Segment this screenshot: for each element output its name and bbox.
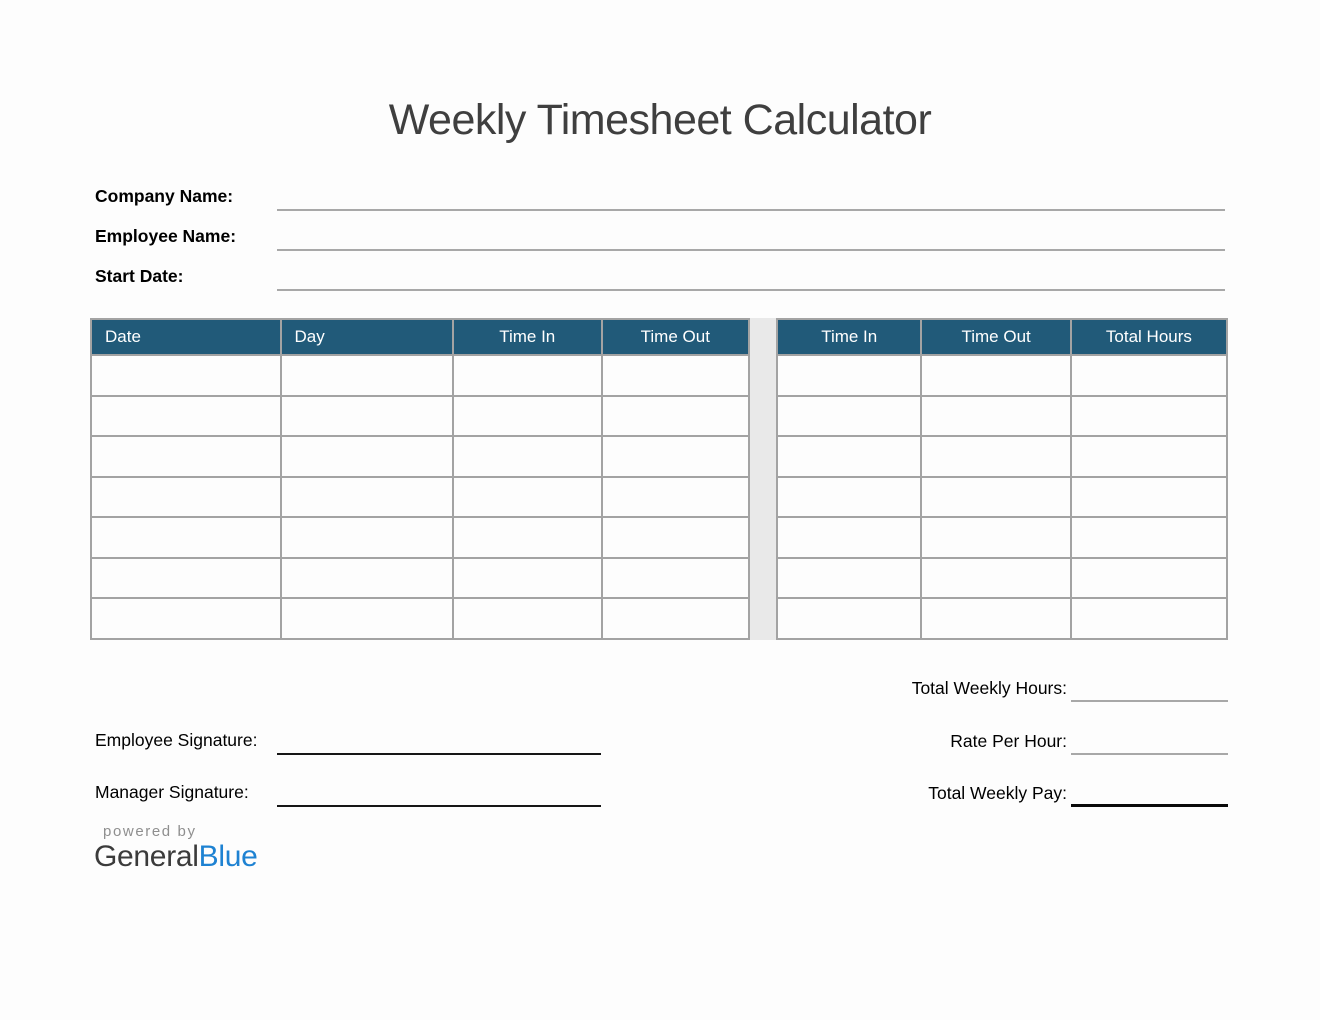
table-cell[interactable] [91,355,281,396]
table-cell[interactable] [91,558,281,599]
total-weekly-pay-label: Total Weekly Pay: [928,783,1067,803]
start-date-input-line[interactable] [277,289,1225,291]
powered-by-text: powered by [103,823,197,840]
table-cell[interactable] [1071,355,1227,396]
table-row [91,477,749,518]
table-cell[interactable] [453,598,602,639]
table-cell[interactable] [921,396,1070,437]
table-cell[interactable] [921,558,1070,599]
table-cell[interactable] [281,436,453,477]
timesheet-table-right [776,318,1228,640]
table-row [91,558,749,599]
brand-name-blue: Blue [198,840,258,873]
table-cell[interactable] [281,355,453,396]
table-cell[interactable] [91,598,281,639]
column-header: Time In [777,319,921,355]
table-cell[interactable] [1071,517,1227,558]
employee-name-label: Employee Name: [95,226,237,246]
table-row [777,558,1227,599]
column-header: Date [91,319,281,355]
table-row [777,436,1227,477]
table-cell[interactable] [1071,558,1227,599]
column-header: Time Out [921,319,1070,355]
company-name-label: Company Name: [95,186,234,206]
table-header-row [91,319,749,355]
manager-signature-line[interactable] [277,805,601,807]
timesheet-table-left [90,318,750,640]
table-cell[interactable] [453,517,602,558]
total-weekly-pay-input-line[interactable] [1071,804,1228,807]
table-cell[interactable] [281,517,453,558]
table-cell[interactable] [921,355,1070,396]
employee-signature-label: Employee Signature: [95,730,258,750]
table-row [91,355,749,396]
table-cell[interactable] [281,396,453,437]
table-header-row [777,319,1227,355]
table-cell[interactable] [921,477,1070,518]
table-cell[interactable] [453,558,602,599]
table-cell[interactable] [91,477,281,518]
table-cell[interactable] [602,598,749,639]
table-cell[interactable] [91,396,281,437]
table-row [777,598,1227,639]
column-header: Day [281,319,453,355]
tables-gap-strip [750,318,776,640]
table-cell[interactable] [453,396,602,437]
rate-per-hour-label: Rate Per Hour: [950,731,1067,751]
table-cell[interactable] [602,517,749,558]
table-row [777,396,1227,437]
table-cell[interactable] [777,558,921,599]
table-cell[interactable] [602,355,749,396]
table-cell[interactable] [1071,477,1227,518]
page-title: Weekly Timesheet Calculator [388,96,932,144]
table-cell[interactable] [453,477,602,518]
table-cell[interactable] [602,436,749,477]
employee-name-input-line[interactable] [277,249,1225,251]
brand-name-dark: General [94,840,199,873]
table-cell[interactable] [602,477,749,518]
table-row [91,436,749,477]
table-cell[interactable] [281,477,453,518]
rate-per-hour-input-line[interactable] [1071,753,1228,755]
table-cell[interactable] [91,436,281,477]
table-cell[interactable] [602,396,749,437]
table-cell[interactable] [453,355,602,396]
table-cell[interactable] [1071,598,1227,639]
table-cell[interactable] [921,436,1070,477]
table-cell[interactable] [453,436,602,477]
table-cell[interactable] [921,517,1070,558]
table-row [777,355,1227,396]
total-weekly-hours-label: Total Weekly Hours: [911,678,1067,698]
table-row [777,477,1227,518]
company-name-input-line[interactable] [277,209,1225,211]
column-header: Total Hours [1071,319,1227,355]
table-row [777,517,1227,558]
table-cell[interactable] [91,517,281,558]
table-cell[interactable] [602,558,749,599]
table-cell[interactable] [777,436,921,477]
table-cell[interactable] [777,396,921,437]
table-cell[interactable] [281,558,453,599]
timesheet-tables [90,318,1228,640]
table-row [91,517,749,558]
column-header: Time In [453,319,602,355]
table-row [91,396,749,437]
table-cell[interactable] [1071,436,1227,477]
general-blue-logo[interactable] [94,840,258,874]
table-row [91,598,749,639]
table-cell[interactable] [777,517,921,558]
employee-signature-line[interactable] [277,753,601,755]
table-cell[interactable] [777,355,921,396]
table-cell[interactable] [281,598,453,639]
total-weekly-hours-input-line[interactable] [1071,700,1228,702]
start-date-label: Start Date: [95,266,184,286]
table-cell[interactable] [777,598,921,639]
table-cell[interactable] [921,598,1070,639]
column-header: Time Out [602,319,749,355]
table-cell[interactable] [777,477,921,518]
table-cell[interactable] [1071,396,1227,437]
manager-signature-label: Manager Signature: [95,782,249,802]
